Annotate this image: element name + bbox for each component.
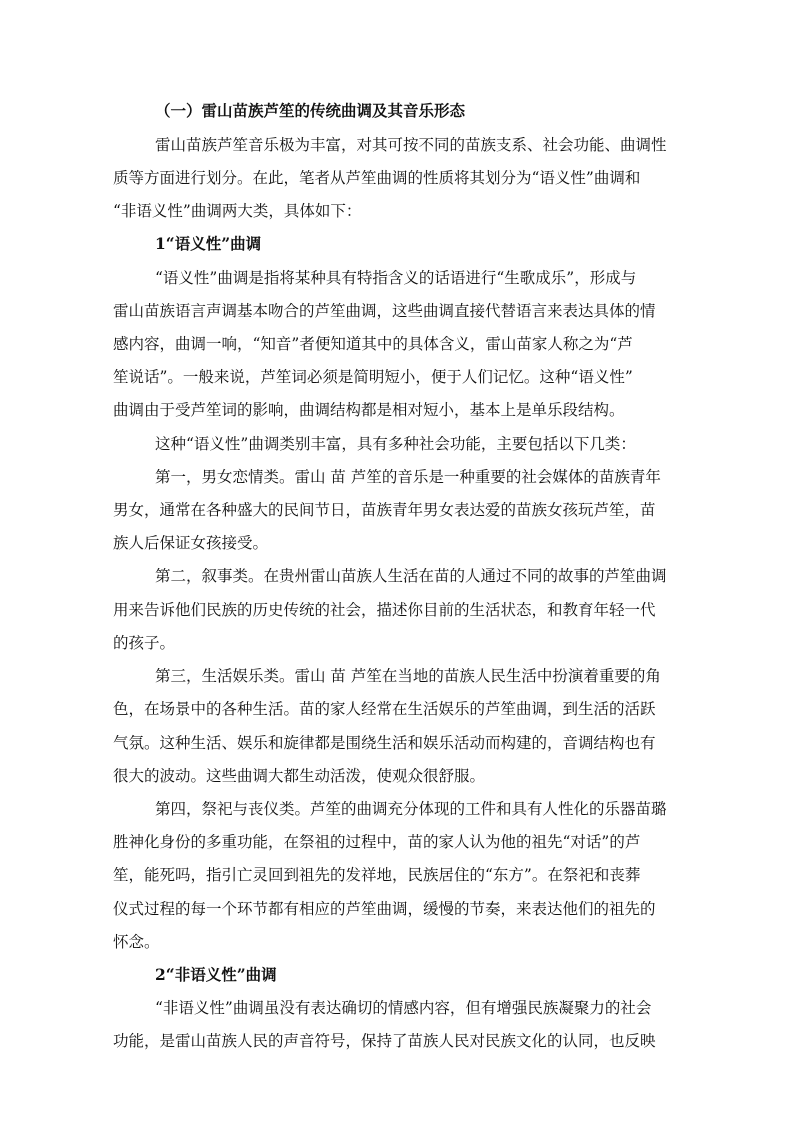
paragraph-line: 第四，祭祀与丧仪类。芦笙的曲调充分体现的工件和具有人性化的乐器苗璐 [155, 800, 667, 818]
paragraph-line: 很大的波动。这些曲调大都生动活泼，使观众很舒服。 [113, 767, 486, 785]
paragraph-line: 气氛。这种生活、娱乐和旋律都是围绕生活和娱乐活动而构建的，音调结构也有 [113, 734, 656, 752]
paragraph-line: “非语义性”曲调两大类，具体如下： [113, 202, 362, 220]
paragraph-line: 雷山苗族芦笙音乐极为丰富，对其可按不同的苗族支系、社会功能、曲调性 [155, 136, 667, 154]
paragraph-line: 功能，是雷山苗族人民的声音符号，保持了苗族人民对民族文化的认同，也反映 [113, 1032, 656, 1050]
paragraph-line: “非语义性”曲调虽没有表达确切的情感内容，但有增强民族凝聚力的社会 [155, 999, 652, 1017]
paragraph-line: 男女，通常在各种盛大的民间节日，苗族青年男女表达爱的苗族女孩玩芦笙，苗 [113, 501, 656, 519]
paragraph-line: 怀念。 [113, 933, 160, 951]
paragraph-line: 用来告诉他们民族的历史传统的社会，描述你目前的生活状态，和教育年轻一代 [113, 601, 656, 619]
paragraph-line: 笙，能死吗，指引亡灵回到祖先的发祥地，民族居住的“东方”。在祭祀和丧葬 [113, 866, 641, 884]
paragraph-line: 质等方面进行划分。在此，笔者从芦笙曲调的性质将其划分为“语义性”曲调和 [113, 169, 641, 187]
paragraph-line: 感内容，曲调一响，“知音”者便知道其中的具体含义，雷山苗家人称之为“芦 [113, 335, 633, 353]
paragraph-line: 第二，叙事类。在贵州雷山苗族人生活在苗的人通过不同的故事的芦笙曲调 [155, 567, 667, 585]
paragraph-line: 第一，男女恋情类。雷山 苗 芦笙的音乐是一种重要的社会媒体的苗族青年 [155, 468, 661, 486]
paragraph-line: 的孩子。 [113, 634, 176, 652]
paragraph-line: 曲调由于受芦笙词的影响，曲调结构都是相对短小，基本上是单乐段结构。 [113, 401, 625, 419]
paragraph-line: 这种“语义性”曲调类别丰富，具有多种社会功能，主要包括以下几类： [155, 435, 636, 453]
paragraph-line: 笙说话”。一般来说，芦笙词必须是简明短小，便于人们记忆。这种“语义性” [113, 368, 633, 386]
paragraph-line: 仪式过程的每一个环节都有相应的芦笙曲调，缓慢的节奏，来表达他们的祖先的 [113, 900, 656, 918]
paragraph-line: 色，在场景中的各种生活。苗的家人经常在生活娱乐的芦笙曲调，到生活的活跃 [113, 700, 656, 718]
paragraph-line: 族人后保证女孩接受。 [113, 534, 269, 552]
paragraph-line: 第三，生活娱乐类。雷山 苗 芦笙在当地的苗族人民生活中扮演着重要的角 [155, 667, 661, 685]
subsection-heading: 1“语义性”曲调 [155, 234, 262, 253]
subsection-heading: 2“非语义性”曲调 [155, 965, 277, 984]
paragraph-line: “语义性”曲调是指将某种具有特指含义的话语进行“生歌成乐”，形成与 [155, 269, 637, 287]
section-heading: （一）雷山苗族芦笙的传统曲调及其音乐形态 [155, 101, 466, 120]
paragraph-line: 胜神化身份的多重功能，在祭祖的过程中，苗的家人认为他的祖先“对话”的芦 [113, 833, 641, 851]
paragraph-line: 雷山苗族语言声调基本吻合的芦笙曲调，这些曲调直接代替语言来表达具体的情 [113, 302, 656, 320]
